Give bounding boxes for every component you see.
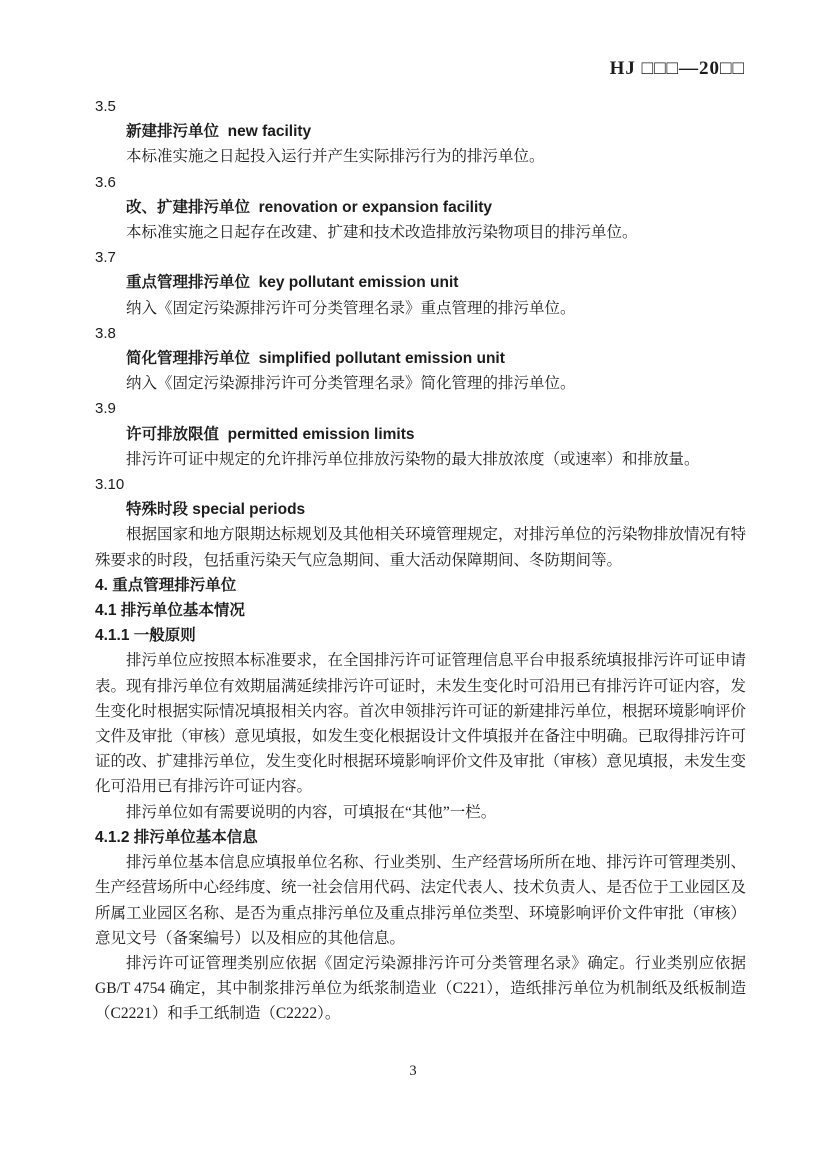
section-4-1-1-heading: 4.1.1 一般原则 — [95, 627, 196, 645]
term-heading: 重点管理排污单位 key pollutant emission unit — [126, 274, 459, 292]
section-number: 3.9 — [95, 400, 116, 418]
paragraph-other-notes: 排污单位如有需要说明的内容，可填报在“其他”一栏。 — [126, 803, 497, 821]
paragraph-general-principles: 排污单位应按照本标准要求，在全国排污许可证管理信息平台申报系统填报排污许可证申请表。现有排污单位有效期届满延续排污许可证时，未发生变化时可沿用已有排污许可证内容，发生变化时根据实际情况填报相关内容。首次申领排污许可证的新建排污单位，根据环境影响评价文件及审批（审核）意见填报，如发生变化根据设计文件填报并在备注中明确。已取得排污许可证的改、扩建排污单位，发生变化时根据环境影响评价文件及审批（审核）意见填报，未发生变化可沿用已有排污许可证内容。 — [95, 652, 747, 796]
term-heading: 简化管理排污单位 simplified pollutant emission unit — [126, 350, 505, 368]
doc-number-header: HJ □□□—20□□ — [609, 58, 745, 79]
term-heading: 改、扩建排污单位 renovation or expansion facility — [126, 198, 493, 216]
term-heading: 新建排污单位 new facility — [126, 123, 312, 141]
term-definition: 纳入《固定污染源排污许可分类管理名录》简化管理的排污单位。 — [126, 375, 576, 393]
section-number: 3.5 — [95, 98, 116, 115]
term-definition: 根据国家和地方限期达标规划及其他相关环境管理规定，对排污单位的污染物排放情况有特殊要求的时段，包括重污染天气应急期间、重大活动保障期间、冬防期间等。 — [95, 526, 747, 569]
term-definition: 本标准实施之日起投入运行并产生实际排污行为的排污单位。 — [126, 148, 545, 166]
term-section-3-9 — [95, 396, 746, 472]
term-section-3-7 — [95, 245, 746, 321]
chapter-4-heading: 4. 重点管理排污单位 — [95, 576, 237, 594]
term-heading: 许可排放限值 permitted emission limits — [126, 425, 415, 443]
section-number: 3.10 — [95, 476, 125, 494]
term-definition: 排污许可证中规定的允许排污单位排放污染物的最大排放浓度（或速率）和排放量。 — [126, 450, 700, 468]
paragraph-category-basis: 排污许可证管理类别应依据《固定污染源排污许可分类管理名录》确定。行业类别应依据 GB/T 4754 确定，其中制浆排污单位为纸浆制造业（C221），造纸排污单位为机制纸及纸板制造（C2221）和手工纸制造（C2222）。 — [95, 954, 746, 1023]
term-section-3-10 — [95, 472, 746, 573]
section-number: 3.7 — [95, 249, 116, 267]
section-number: 3.8 — [95, 324, 116, 342]
document-content — [95, 94, 746, 1027]
section-number: 3.6 — [95, 173, 116, 191]
term-section-3-8 — [95, 321, 746, 397]
section-4-1-2-heading: 4.1.2 排污单位基本信息 — [95, 828, 258, 846]
term-definition: 纳入《固定污染源排污许可分类管理名录》重点管理的排污单位。 — [126, 299, 576, 317]
paragraph-basic-info: 排污单位基本信息应填报单位名称、行业类别、生产经营场所所在地、排污许可管理类别、生产经营场所中心经纬度、统一社会信用代码、法定代表人、技术负责人、是否位于工业园区及所属工业园区名称、是否为重点排污单位及重点排污单位类型、环境影响评价文件审批（审核）意见文号（备案编号）以及相应的其他信息。 — [95, 854, 747, 947]
term-section-3-6 — [95, 170, 746, 246]
term-heading: 特殊时段 special periods — [126, 501, 306, 519]
section-4-1-heading: 4.1 排污单位基本情况 — [95, 602, 245, 620]
term-definition: 本标准实施之日起存在改建、扩建和技术改造排放污染物项目的排污单位。 — [126, 224, 638, 242]
page-number: 3 — [409, 1063, 417, 1079]
term-section-3-5 — [95, 94, 746, 170]
